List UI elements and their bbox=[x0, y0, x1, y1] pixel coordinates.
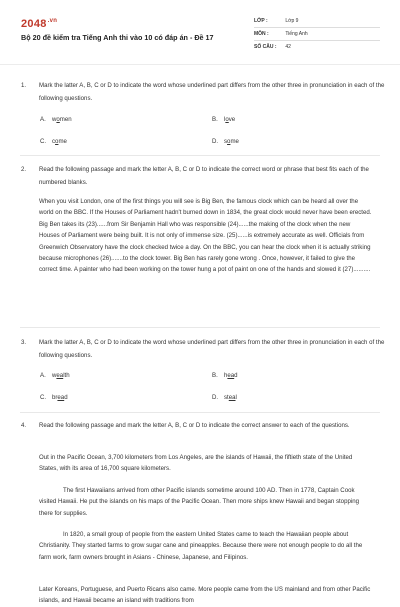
meta-class bbox=[254, 18, 298, 24]
meta-divider bbox=[254, 40, 380, 41]
page-title: Bộ 20 đề kiểm tra Tiếng Anh thi vào 10 có đáp án - Đề 17 bbox=[21, 33, 214, 42]
meta-count-value: 42 bbox=[285, 44, 291, 50]
option-c[interactable]: C. come bbox=[40, 138, 67, 145]
option-b[interactable]: B. love bbox=[212, 116, 236, 123]
question-instruction: Read the following passage and mark the letter A, B, C or D to indicate the correct word or phrase that best fits each of the numbered blanks. bbox=[39, 166, 369, 186]
question-number: 3. bbox=[21, 339, 27, 346]
meta-count bbox=[254, 44, 291, 50]
question-instruction: Mark the latter A, B, C or D to indicate the word whose underlined part differs from the other three in pronunciation in each of the following questions. bbox=[39, 339, 385, 359]
question-divider bbox=[20, 155, 380, 156]
meta-subject bbox=[254, 31, 308, 37]
option-d[interactable]: D. some bbox=[212, 138, 239, 145]
question-divider bbox=[20, 327, 380, 328]
passage-paragraph: In 1820, a small group of people from the eastern United States came to teach the Hawaiian people about Christianity. They started farms to grow sugar cane and pineapples. Because there were not enough people to do all the farm work, farm owners brought in Asians - Chinese, Japanese, and Filipinos. bbox=[39, 531, 363, 561]
logo-text: 2048 bbox=[21, 18, 47, 30]
meta-subject-key: MÔN : bbox=[254, 31, 269, 37]
question-number: 1. bbox=[21, 82, 27, 89]
page-header bbox=[0, 0, 400, 64]
question-instruction: Mark the latter A, B, C or D to indicate the word whose underlined part differs from the other three in pronunciation in each of the following questions. bbox=[39, 82, 385, 102]
site-logo[interactable] bbox=[21, 18, 57, 30]
passage-paragraph: Out in the Pacific Ocean, 3,700 kilometers from Los Angeles, are the islands of Hawaii, the fiftieth state of the United States, with its area of 16,700 square kilometers. bbox=[39, 454, 353, 473]
meta-class-key: LỚP : bbox=[254, 18, 268, 24]
option-a[interactable]: A. wealth bbox=[40, 372, 70, 379]
meta-class-value: Lớp 9 bbox=[285, 18, 299, 24]
option-d[interactable]: D. steal bbox=[212, 394, 237, 401]
question-number: 4. bbox=[21, 422, 27, 429]
passage-paragraph: The first Hawaiians arrived from other Pacific islands sometime around 100 AD. Then in 1778, Captain Cook visited Hawaii. He put the islands on his maps of the Pacific Ocean. Then more ships knew Hawaii and began stopping there for supplies. bbox=[39, 487, 359, 517]
meta-divider bbox=[254, 27, 380, 28]
question-number: 2. bbox=[21, 166, 27, 173]
passage-paragraph: Later Koreans, Portuguese, and Puerto Ricans also came. More people came from the US mainland and from other Pacific islands, and Hawaii became an island with traditions from bbox=[39, 586, 371, 605]
question-instruction: Read the following passage and mark the letter A, B, C or D to indicate the correct answer to each of the questions. bbox=[39, 422, 350, 429]
option-b[interactable]: B. head bbox=[212, 372, 238, 379]
header-divider bbox=[0, 64, 400, 65]
meta-subject-value: Tiếng Anh bbox=[285, 31, 308, 37]
meta-count-key: SỐ CÂU : bbox=[254, 44, 277, 50]
logo-suffix: .vn bbox=[47, 18, 58, 25]
reading-passage: When you visit London, one of the first things you will see is Big Ben, the famous clock which can be heard all over the world on the BBC. If the Houses of Parliament hadn't burned down in 1834, the great clock would never have been erected. Big Ben takes its (23)......from Sir Benjamin Hall who was responsible (24)......the making of the clock when the new Houses of Parliament were being built. It is not only of immense size. (25)......is extremely accurate as well. Officials from Greenwich Observatory have the clock checked twice a day. On the BBC, you can hear the clock when it is actually striking because microphones (26).......to the clock tower. Big Ben has rarely gone wrong . Once, however, it failed to give the correct time. A painter who had been working on the tower hung a pot of paint on one of the hands and slowed it (27).......... bbox=[39, 198, 372, 274]
question-divider bbox=[20, 412, 380, 413]
option-c[interactable]: C. bread bbox=[40, 394, 68, 401]
option-a[interactable]: A. women bbox=[40, 116, 72, 123]
